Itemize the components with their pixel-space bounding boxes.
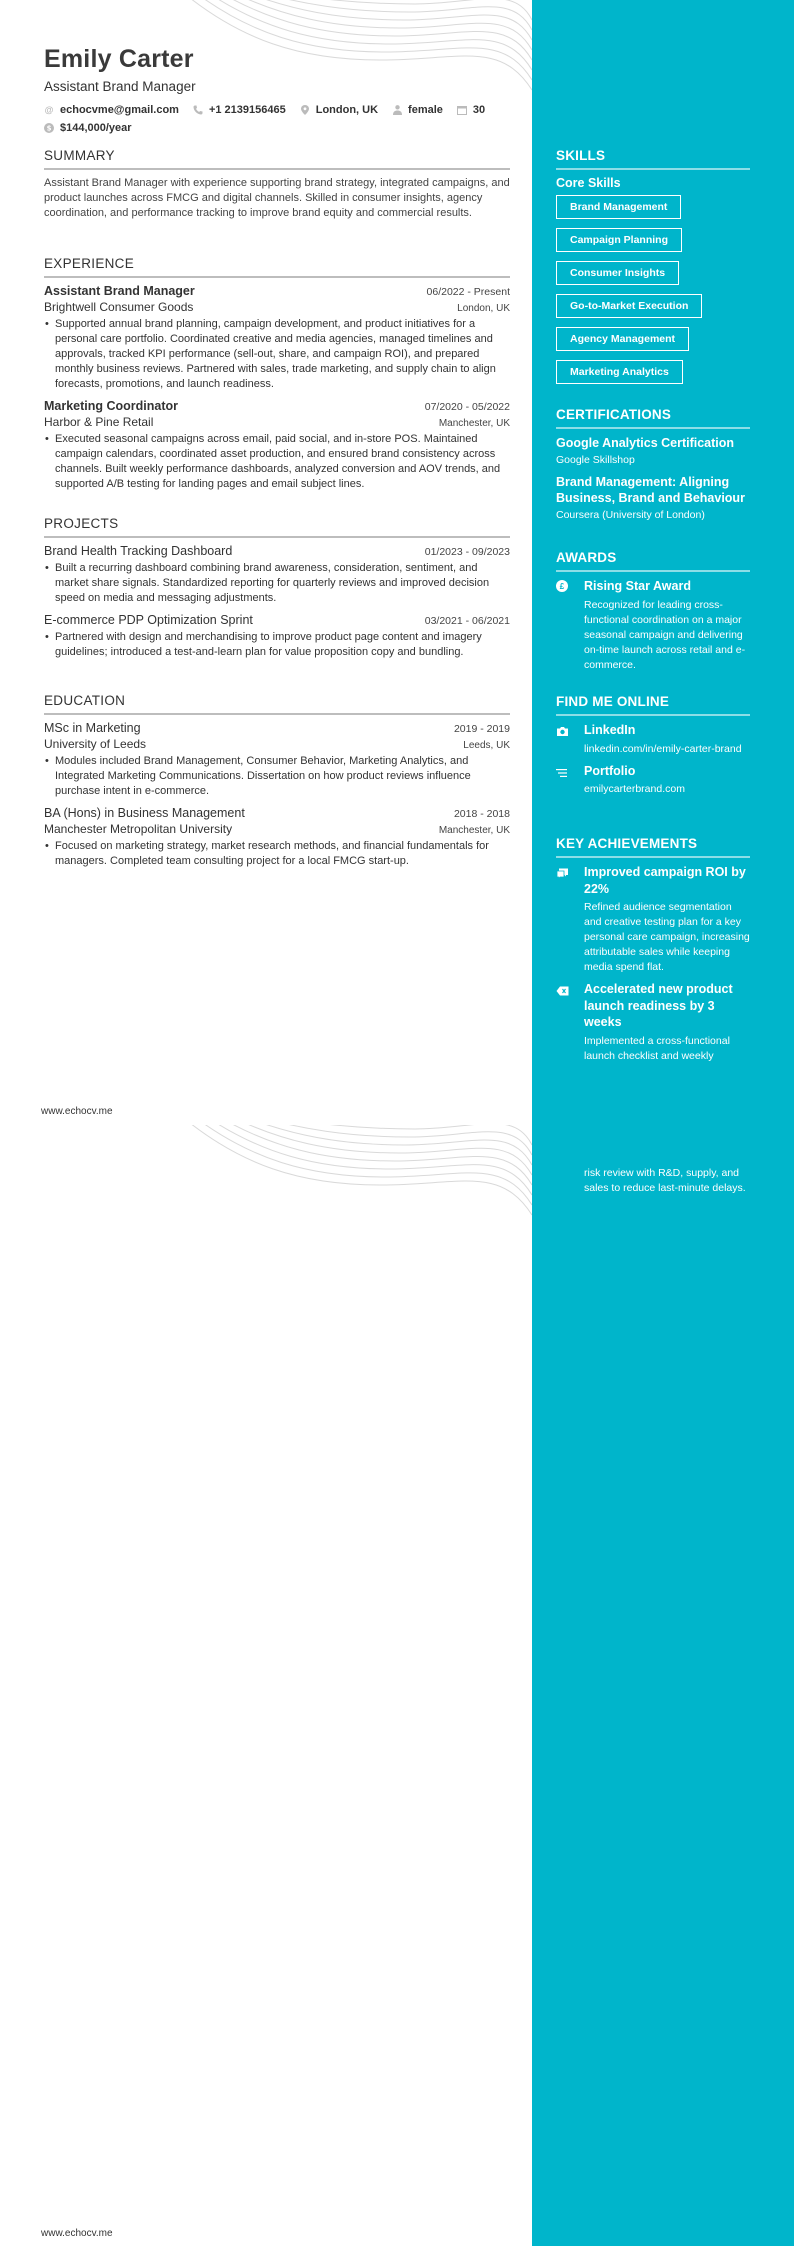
experience-entry	[44, 399, 510, 492]
profile-title: LinkedIn	[584, 723, 636, 737]
contact-list	[44, 101, 510, 137]
candidate-role: Assistant Brand Manager	[44, 79, 196, 94]
svg-text:$: $	[46, 124, 52, 133]
skill-chip: Campaign Planning	[556, 228, 682, 252]
achievement-title: Accelerated new product launch readiness by 3 weeks	[584, 982, 733, 1029]
award-description: Recognized for leading cross-functional coordination on a major seasonal campaign and delivering on-time launch across retail and e-commerce.	[584, 598, 746, 671]
job-bullet: • Supported annual brand planning, campaign development, and product initiatives for a personal care portfolio. Coordinated creative and media agencies, managed timelines and approvals, tracked KPI performance (sell-out, share, and campaign ROI), and prepared monthly business reviews. Partnered with sales, trade marketing, and supply chain to align forecasts, promotions, and launch readiness.	[44, 317, 510, 392]
calendar-icon	[457, 105, 467, 115]
education-bullet: • Focused on marketing strategy, market research methods, and financial fundamentals for managers. Completed team consulting project for a local FMCG start-up.	[44, 839, 510, 869]
key-achievements-title: KEY ACHIEVEMENTS	[556, 836, 750, 858]
education-entry	[44, 721, 510, 799]
chat-bubbles-icon	[556, 864, 584, 975]
online-profile-item[interactable]	[556, 763, 750, 798]
job-title: Assistant Brand Manager	[44, 284, 195, 298]
profile-link[interactable]: linkedin.com/in/emily-carter-brand	[584, 742, 742, 755]
contact-email[interactable]: @ echocvme@gmail.com	[44, 104, 179, 116]
degree-title: BA (Hons) in Business Management	[44, 806, 245, 820]
contact-location: London, UK	[300, 101, 378, 119]
job-location: Manchester, UK	[438, 418, 510, 429]
degree-title: MSc in Marketing	[44, 721, 141, 735]
certifications-section	[556, 407, 750, 529]
achievement-item	[556, 981, 750, 1064]
awards-title: AWARDS	[556, 550, 750, 572]
projects-title: PROJECTS	[44, 516, 510, 538]
summary-section	[44, 148, 510, 221]
education-bullet: • Modules included Brand Management, Consumer Behavior, Marketing Analytics, and Integrated Marketing Communications. Dissertation on how product reviews influence purchase intent in e-commerce.	[44, 754, 510, 799]
candidate-name: Emily Carter	[44, 45, 194, 73]
job-location: London, UK	[457, 303, 510, 314]
footer-website-link[interactable]: www.echocv.me	[41, 1106, 113, 1117]
certifications-title: CERTIFICATIONS	[556, 407, 750, 429]
degree-dates: 2019 - 2019	[453, 723, 510, 735]
degree-dates: 2018 - 2018	[453, 808, 510, 820]
certification-issuer: Coursera (University of London)	[556, 509, 705, 521]
money-icon	[44, 123, 54, 133]
school-name: University of Leeds	[44, 737, 147, 751]
education-section	[44, 693, 510, 876]
experience-section	[44, 256, 510, 499]
skill-chip: Consumer Insights	[556, 261, 679, 285]
skill-chip: Marketing Analytics	[556, 360, 683, 384]
achievement-description: Implemented a cross-functional launch checklist and weekly	[584, 1034, 730, 1062]
menu-lines-icon	[556, 763, 584, 798]
contact-salary: $ $144,000/year	[44, 119, 132, 137]
contact-age: 30	[457, 101, 485, 119]
wave-decoration-page2	[180, 1125, 532, 1235]
profile-link[interactable]: emilycarterbrand.com	[584, 783, 685, 795]
award-title: Rising Star Award	[584, 579, 691, 593]
skill-chip: Agency Management	[556, 327, 689, 351]
certification-name: Google Analytics Certification	[556, 436, 735, 450]
summary-text: Assistant Brand Manager with experience supporting brand strategy, integrated campaigns, and product launches across FMCG and digital channels. Skilled in consumer insights, agency coordination, and performance tracking to improve brand equity and commercial results.	[44, 177, 510, 219]
awards-section	[556, 550, 750, 679]
skill-chip-list	[556, 195, 750, 393]
skills-title: SKILLS	[556, 148, 750, 170]
key-achievements-section	[556, 836, 750, 1070]
resume-header	[44, 44, 510, 137]
skill-chip: Brand Management	[556, 195, 681, 219]
job-bullet: • Executed seasonal campaigns across email, paid social, and in-store POS. Maintained campaign calendars, coordinated asset production, and ensured brand consistency across channels. Built weekly performance dashboards, analyzed conversion and AOV trends, and supported A/B testing for landing pages and email subject lines.	[44, 432, 510, 492]
at-icon: @	[44, 105, 54, 115]
project-bullet: • Partnered with design and merchandising to improve product page content and imagery guidelines; introduced a test-and-learn plan for value proposition copy and bundling.	[44, 630, 510, 660]
certification-issuer: Google Skillshop	[556, 454, 635, 466]
skills-section	[556, 148, 750, 393]
certification-name: Brand Management: Aligning Business, Brand and Behaviour	[556, 475, 745, 505]
education-entry	[44, 806, 510, 869]
job-dates: 06/2022 - Present	[426, 286, 510, 298]
footer-website-link[interactable]: www.echocv.me	[41, 2228, 113, 2239]
pound-coin-icon: £	[556, 580, 568, 592]
experience-entry	[44, 284, 510, 392]
summary-title: SUMMARY	[44, 148, 510, 170]
find-me-online-title: FIND ME ONLINE	[556, 694, 750, 716]
achievement-description-continued: risk review with R&D, supply, and sales to reduce last-minute delays.	[584, 1167, 746, 1194]
education-title: EDUCATION	[44, 693, 510, 715]
camera-icon	[556, 722, 584, 757]
location-icon	[300, 105, 310, 115]
company-name: Harbor & Pine Retail	[44, 415, 154, 429]
achievement-title: Improved campaign ROI by 22%	[584, 865, 746, 896]
project-bullet: • Built a recurring dashboard combining brand awareness, consideration, sentiment, and market share signals. Standardized reporting for quarterly reviews and improved decision speed on media and messaging adjustments.	[44, 561, 510, 606]
award-item	[556, 578, 750, 673]
find-me-online-section	[556, 694, 750, 803]
job-dates: 07/2020 - 05/2022	[424, 401, 510, 413]
school-location: Manchester, UK	[438, 825, 510, 836]
skills-subtitle: Core Skills	[556, 176, 621, 190]
experience-title: EXPERIENCE	[44, 256, 510, 278]
projects-section	[44, 516, 510, 667]
project-dates: 03/2021 - 06/2021	[424, 615, 510, 627]
achievement-continuation	[584, 1163, 750, 1196]
phone-icon	[193, 105, 203, 115]
online-profile-item[interactable]	[556, 722, 750, 757]
job-title: Marketing Coordinator	[44, 399, 179, 413]
person-icon	[392, 105, 402, 115]
school-location: Leeds, UK	[463, 740, 510, 751]
achievement-description: Refined audience segmentation and creative testing plan for a key personal care campaign, increasing attributable sales while keeping media spend flat.	[584, 901, 750, 973]
profile-title: Portfolio	[584, 763, 636, 778]
project-entry	[44, 544, 510, 606]
skill-chip: Go-to-Market Execution	[556, 294, 702, 318]
project-title: Brand Health Tracking Dashboard	[44, 544, 233, 558]
contact-gender: female	[392, 101, 443, 119]
achievement-item	[556, 864, 750, 975]
contact-phone[interactable]: +1 2139156465	[193, 101, 286, 119]
school-name: Manchester Metropolitan University	[44, 822, 233, 836]
project-entry	[44, 613, 510, 660]
project-dates: 01/2023 - 09/2023	[424, 546, 510, 558]
backspace-icon	[556, 981, 584, 1064]
project-title: E-commerce PDP Optimization Sprint	[44, 613, 253, 627]
company-name: Brightwell Consumer Goods	[44, 300, 194, 314]
